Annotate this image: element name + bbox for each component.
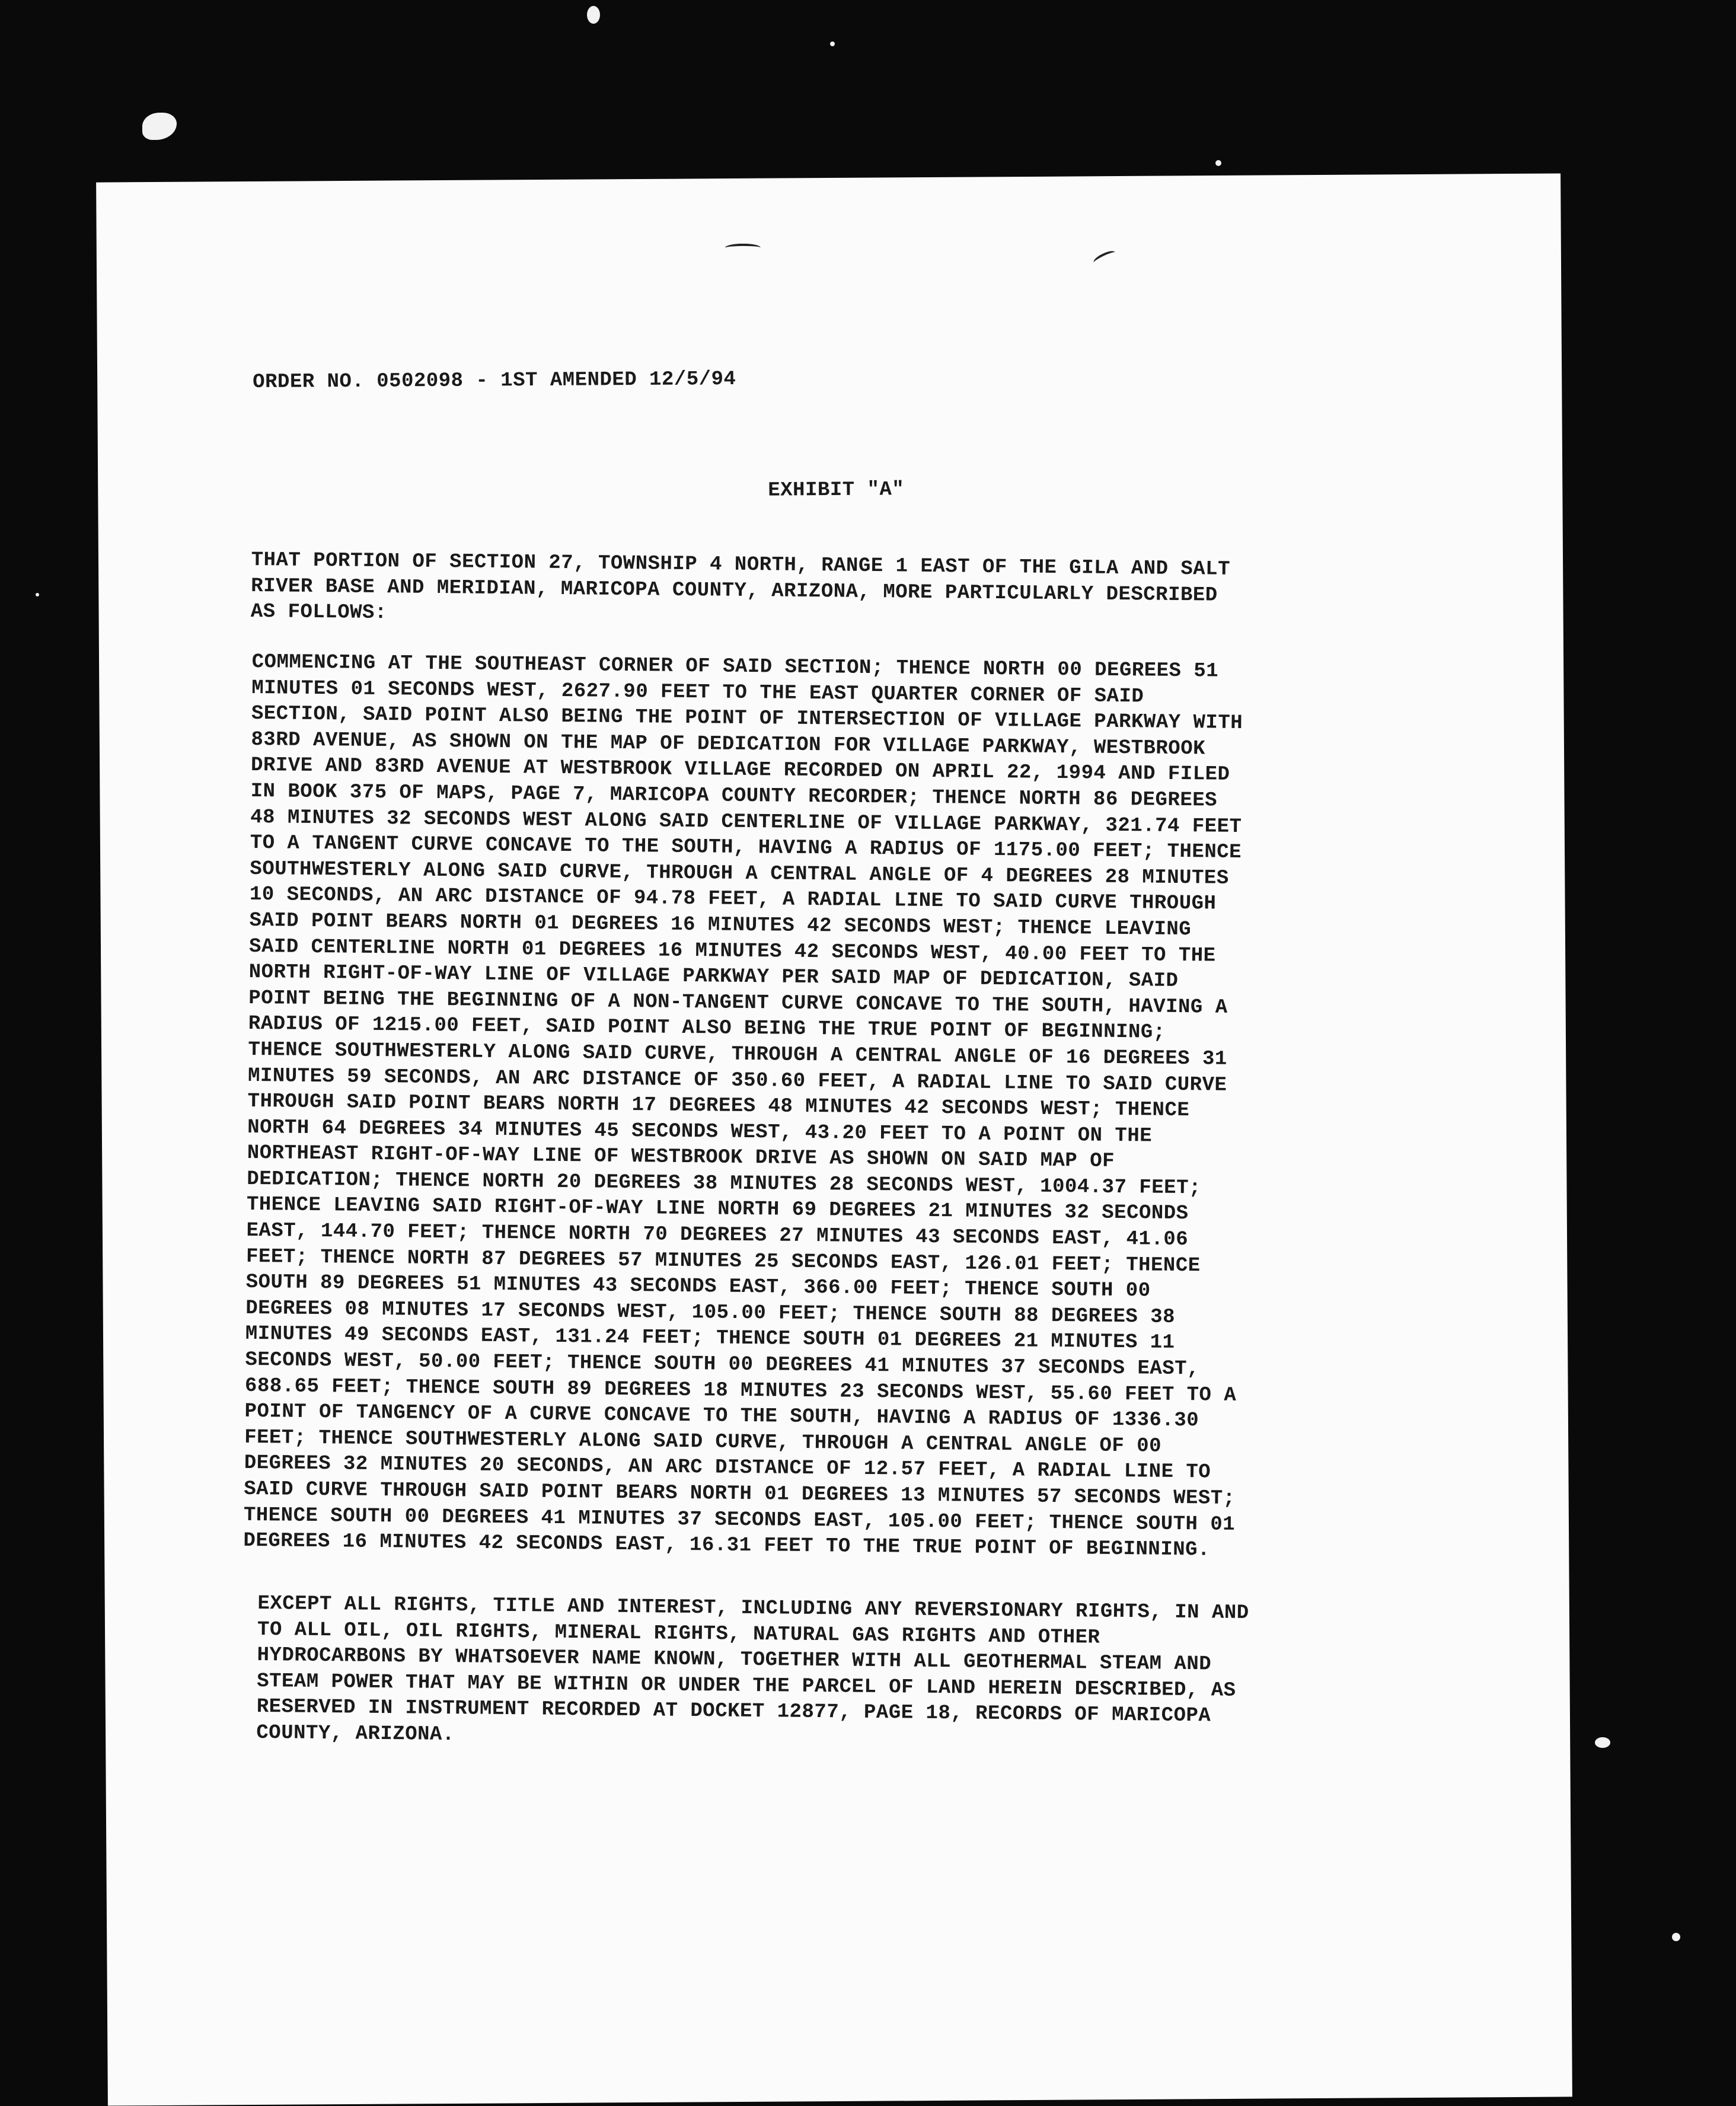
document-page <box>96 173 1572 2105</box>
scan-mark <box>725 244 761 252</box>
legal-description-metes-bounds: COMMENCING AT THE SOUTHEAST CORNER OF SAID SECTION; THENCE NORTH 00 DEGREES 51 MINUTES 01 SECONDS WEST, 2627.90 FEET TO THE EAST QUARTER CORNER OF SAID SECTION, SAID POINT ALSO BEING THE POINT OF INTERSECTION OF VILLAGE PARKWAY WITH 83RD AVENUE, AS SHOWN ON THE MAP OF DEDICATION FOR VILLAGE PARKWAY, WESTBROOK DRIVE AND 83RD AVENUE AT WESTBROOK VILLAGE RECORDED ON APRIL 22, 1994 AND FILED IN BOOK 375 OF MAPS, PAGE 7, MARICOPA COUNTY RECORDER; THENCE NORTH 86 DEGREES 48 MINUTES 32 SECONDS WEST ALONG SAID CENTERLINE OF VILLAGE PARKWAY, 321.74 FEET TO A TANGENT CURVE CONCAVE TO THE SOUTH, HAVING A RADIUS OF 1175.00 FEET; THENCE SOUTHWESTERLY ALONG SAID CURVE, THROUGH A CENTRAL ANGLE OF 4 DEGREES 28 MINUTES 10 SECONDS, AN ARC DISTANCE OF 94.78 FEET, A RADIAL LINE TO SAID CURVE THROUGH SAID POINT BEARS NORTH 01 DEGREES 16 MINUTES 42 SECONDS WEST; THENCE LEAVING SAID CENTERLINE NORTH 01 DEGREES 16 MINUTES 42 SECONDS WEST, 40.00 FEET TO THE NORTH RIGHT-OF-WAY LINE OF VILLAGE PARKWAY PER SAID MAP OF DEDICATION, SAID POINT BEING THE BEGINNING OF A NON-TANGENT CURVE CONCAVE TO THE SOUTH, HAVING A RADIUS OF 1215.00 FEET, SAID POINT ALSO BEING THE TRUE POINT OF BEGINNING; THENCE SOUTHWESTERLY ALONG SAID CURVE, THROUGH A CENTRAL ANGLE OF 16 DEGREES 31 MINUTES 59 SECONDS, AN ARC DISTANCE OF 350.60 FEET, A RADIAL LINE TO SAID CURVE THROUGH SAID POINT BEARS NORTH 17 DEGREES 48 MINUTES 42 SECONDS WEST; THENCE NORTH 64 DEGREES 34 MINUTES 45 SECONDS WEST, 43.20 FEET TO A POINT ON THE NORTHEAST RIGHT-OF-WAY LINE OF WESTBROOK DRIVE AS SHOWN ON SAID MAP OF DEDICATION; THENCE NORTH 20 DEGREES 38 MINUTES 28 SECONDS WEST, 1004.37 FEET; THENCE LEAVING SAID RIGHT-OF-WAY LINE NORTH 69 DEGREES 21 MINUTES 32 SECONDS EAST, 144.70 FEET; THENCE NORTH 70 DEGREES 27 MINUTES 43 SECONDS EAST, 41.06 FEET; THENCE NORTH 87 DEGREES 57 MINUTES 25 SECONDS EAST, 126.01 FEET; THENCE SOUTH 89 DEGREES 51 MINUTES 43 SECONDS EAST, 366.00 FEET; THENCE SOUTH 00 DEGREES 08 MINUTES 17 SECONDS WEST, 105.00 FEET; THENCE SOUTH 88 DEGREES 38 MINUTES 49 SECONDS EAST, 131.24 FEET; THENCE SOUTH 01 DEGREES 21 MINUTES 11 SECONDS WEST, 50.00 FEET; THENCE SOUTH 00 DEGREES 41 MINUTES 37 SECONDS EAST, 688.65 FEET; THENCE SOUTH 89 DEGREES 18 MINUTES 23 SECONDS WEST, 55.60 FEET TO A POINT OF TANGENCY OF A CURVE CONCAVE TO THE SOUTH, HAVING A RADIUS OF 1336.30 FEET; THENCE SOUTHWESTERLY ALONG SAID CURVE, THROUGH A CENTRAL ANGLE OF 00 DEGREES 32 MINUTES 20 SECONDS, AN ARC DISTANCE OF 12.57 FEET, A RADIAL LINE TO SAID CURVE THROUGH SAID POINT BEARS NORTH 01 DEGREES 13 MINUTES 57 SECONDS WEST; THENCE SOUTH 00 DEGREES 41 MINUTES 37 SECONDS EAST, 105.00 FEET; THENCE SOUTH 01 DEGREES 16 MINUTES 42 SECONDS EAST, 16.31 FEET TO THE TRUE POINT OF BEGINNING. <box>243 650 1243 1562</box>
order-number-line: ORDER NO. 0502098 - 1ST AMENDED 12/5/94 <box>253 368 736 394</box>
scan-speck <box>587 6 600 24</box>
mineral-rights-exception: EXCEPT ALL RIGHTS, TITLE AND INTEREST, INCLUDING ANY REVERSIONARY RIGHTS, IN AND TO ALL OIL, OIL RIGHTS, MINERAL RIGHTS, NATURAL GAS RIGHTS AND OTHER HYDROCARBONS BY WHATSOEVER NAME KNOWN, TOGETHER WITH ALL GEOTHERMAL STEAM AND STEAM POWER THAT MAY BE WITHIN OR UNDER THE PARCEL OF LAND HEREIN DESCRIBED, AS RESERVED IN INSTRUMENT RECORDED AT DOCKET 12877, PAGE 18, RECORDS OF MARICOPA COUNTY, ARIZONA. <box>256 1592 1249 1747</box>
scan-speck <box>142 113 177 140</box>
scan-speck <box>36 593 39 596</box>
scan-speck <box>830 42 835 46</box>
scan-speck <box>1672 1933 1680 1941</box>
scan-speck <box>1595 1737 1610 1748</box>
exhibit-title: EXHIBIT "A" <box>768 478 905 502</box>
scan-mark <box>1092 248 1117 266</box>
legal-description-intro: THAT PORTION OF SECTION 27, TOWNSHIP 4 NORTH, RANGE 1 EAST OF THE GILA AND SALT RIVER BASE AND MERIDIAN, MARICOPA COUNTY, ARIZONA, MORE PARTICULARLY DESCRIBED AS FOLLOWS: <box>250 548 1231 625</box>
scan-speck <box>1215 160 1221 166</box>
